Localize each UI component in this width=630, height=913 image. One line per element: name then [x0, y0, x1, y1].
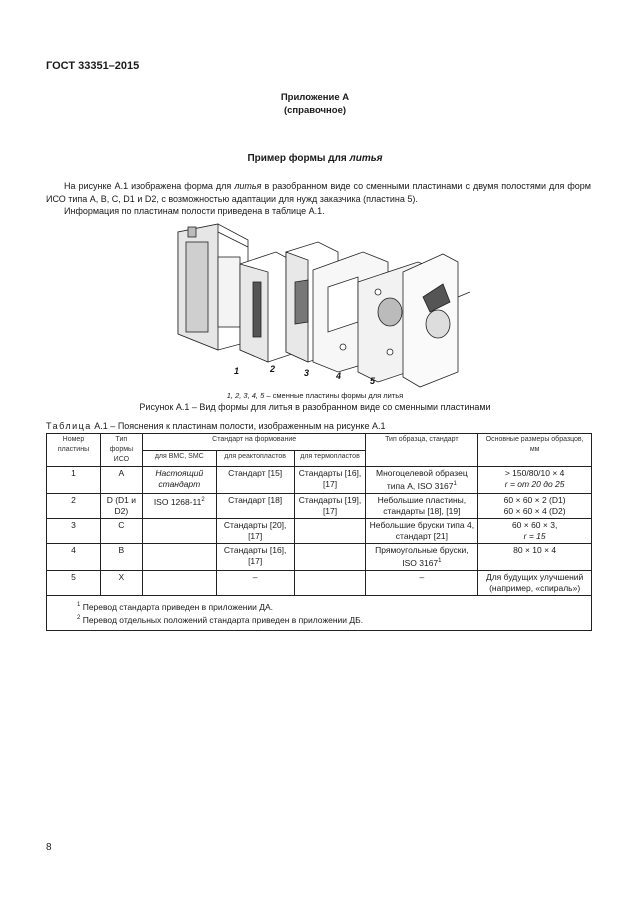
- table-title-rest: А.1 – Пояснения к пластинам полости, изображенным на рисунке А.1: [91, 421, 386, 431]
- cell-dims-line1: 60 × 60 × 3,: [511, 520, 558, 530]
- cell-dims: [478, 519, 592, 544]
- cell-bmc: [142, 494, 216, 519]
- page-number: 8: [46, 842, 52, 853]
- cell-bmc: Настоящий стандарт: [142, 467, 216, 494]
- figure-label-4: 4: [336, 371, 342, 381]
- footnote-2-text: Перевод отдельных положений стандарта приведен в приложении ДБ.: [80, 615, 364, 625]
- table-row: [47, 494, 592, 519]
- figure-label-3: 3: [304, 368, 310, 378]
- section-title-plain: Пример формы для: [247, 153, 350, 164]
- table-header-row: [47, 434, 592, 451]
- cell-bmc: [142, 519, 216, 544]
- figure-label-5: 5: [370, 376, 376, 386]
- cell-type: X: [100, 571, 142, 596]
- paragraph-table-intro: Информация по пластинам полости приведена в таблице А.1.: [64, 206, 325, 216]
- cell-react: –: [216, 571, 294, 596]
- cell-dims-line1: > 150/80/10 × 4: [504, 468, 565, 478]
- figure-label-1: 1: [234, 366, 240, 376]
- cell-bmc: [142, 544, 216, 571]
- cell-react: Стандарт [18]: [216, 494, 294, 519]
- cell-bmc: [142, 571, 216, 596]
- cell-specimen: Небольшие пластины, стандарты [18], [19]: [366, 494, 478, 519]
- cell-thermo: Стандарты [16], [17]: [294, 467, 366, 494]
- cell-specimen: Небольшие бруски типа 4, стандарт [21]: [366, 519, 478, 544]
- document-code: ГОСТ 33351–2015: [46, 60, 140, 72]
- cell-react: Стандарты [20], [17]: [216, 519, 294, 544]
- table-footnotes-row: [47, 596, 592, 631]
- footnote-1-text: Перевод стандарта приведен в приложении ДА.: [80, 602, 274, 612]
- cell-plate-no: 4: [47, 544, 101, 571]
- para1-start: На рисунке А.1 изображена форма для: [64, 181, 235, 191]
- header-plate-number: Номер пластины: [47, 434, 101, 467]
- footnote-ref: 1: [453, 481, 457, 487]
- table-footnotes: [47, 596, 592, 631]
- header-reactoplast: для реактопластов: [216, 450, 294, 467]
- cell-dims: [478, 467, 592, 494]
- annex-subtitle: (справочное): [283, 105, 347, 116]
- header-iso-type: Тип формы ИСО: [100, 434, 142, 467]
- annex-heading: [0, 91, 630, 117]
- cell-dims-line1: 80 × 10 × 4: [513, 545, 557, 555]
- cell-react: Стандарт [15]: [216, 467, 294, 494]
- cell-thermo: Стандарты [19], [17]: [294, 494, 366, 519]
- figure-legend-numbers: 1, 2, 3, 4, 5: [226, 391, 265, 400]
- cell-plate-no: 1: [47, 467, 101, 494]
- back-plate-drawing: [403, 254, 470, 387]
- figure-legend-text: – сменные пластины формы для литья: [264, 391, 404, 400]
- footnote-ref: 2: [201, 497, 205, 503]
- table-row: [47, 571, 592, 596]
- header-dimensions: Основные размеры образцов, мм: [478, 434, 592, 467]
- cell-specimen-text: Прямоугольные бруски, ISO 3167: [375, 545, 469, 568]
- footnote-2-mark: 2: [77, 615, 81, 621]
- cell-specimen-text: Многоцелевой образец типа А, ISO 3167: [376, 468, 468, 491]
- cell-dims-line2: r = 15: [523, 531, 546, 541]
- paragraph-figure-intro: [46, 180, 591, 206]
- plate-1-drawing: [178, 224, 248, 350]
- cell-dims: [478, 571, 592, 596]
- section-title-italic: литья: [349, 153, 383, 164]
- para1-end: в разобранном виде со сменными пластинами с двумя полостями для форм ИСО типа А, В, С, D1 и D2, с возможностью адаптации для нужд заказчика (пластина 5).: [46, 181, 591, 204]
- cell-type: А: [100, 467, 142, 494]
- footnote-1-mark: 1: [77, 602, 81, 608]
- footnote-ref: 1: [438, 558, 442, 564]
- cell-dims-line1: Для будущих улучшений (например, «спираль»): [485, 572, 584, 593]
- table-title: [46, 421, 385, 431]
- cell-specimen: [366, 467, 478, 494]
- annex-title: Приложение А: [280, 92, 350, 103]
- footnote-1: [77, 600, 587, 613]
- para1-italic: литья: [234, 181, 262, 191]
- cell-bmc-text: ISO 1268-11: [153, 497, 202, 507]
- cell-specimen: –: [366, 571, 478, 596]
- cell-plate-no: 3: [47, 519, 101, 544]
- section-title: [0, 153, 630, 164]
- figure-title: Рисунок А.1 – Вид формы для литья в разобранном виде со сменными пластинами: [139, 402, 491, 412]
- cell-dims-line2: r = от 20 до 25: [504, 479, 565, 489]
- table-row: [47, 519, 592, 544]
- footnote-2: [77, 613, 587, 626]
- header-thermoplast: для термопластов: [294, 450, 366, 467]
- figure-label-2: 2: [270, 364, 276, 374]
- cell-dims: [478, 544, 592, 571]
- figure-legend: [0, 391, 630, 400]
- header-standard-group: Стандарт на формование: [142, 434, 366, 451]
- cell-thermo: [294, 544, 366, 571]
- header-specimen: Тип образца, стандарт: [366, 434, 478, 467]
- cell-type: D (D1 и D2): [100, 494, 142, 519]
- cell-dims: [478, 494, 592, 519]
- cell-type: С: [100, 519, 142, 544]
- cell-react: Стандарты [16], [17]: [216, 544, 294, 571]
- header-bmc-smc: для BMC, SMC: [142, 450, 216, 467]
- cell-specimen: [366, 544, 478, 571]
- table-title-word: Таблица: [46, 421, 92, 431]
- cell-dims-line2: 60 × 60 × 4 (D2): [503, 506, 566, 516]
- cell-dims-line1: 60 × 60 × 2 (D1): [503, 495, 566, 505]
- table-row: [47, 544, 592, 571]
- cell-plate-no: 2: [47, 494, 101, 519]
- cell-thermo: [294, 571, 366, 596]
- table-row: [47, 467, 592, 494]
- plates-table: [46, 433, 592, 631]
- mould-exploded-figure: [158, 212, 473, 390]
- cell-thermo: [294, 519, 366, 544]
- cell-plate-no: 5: [47, 571, 101, 596]
- cell-type: В: [100, 544, 142, 571]
